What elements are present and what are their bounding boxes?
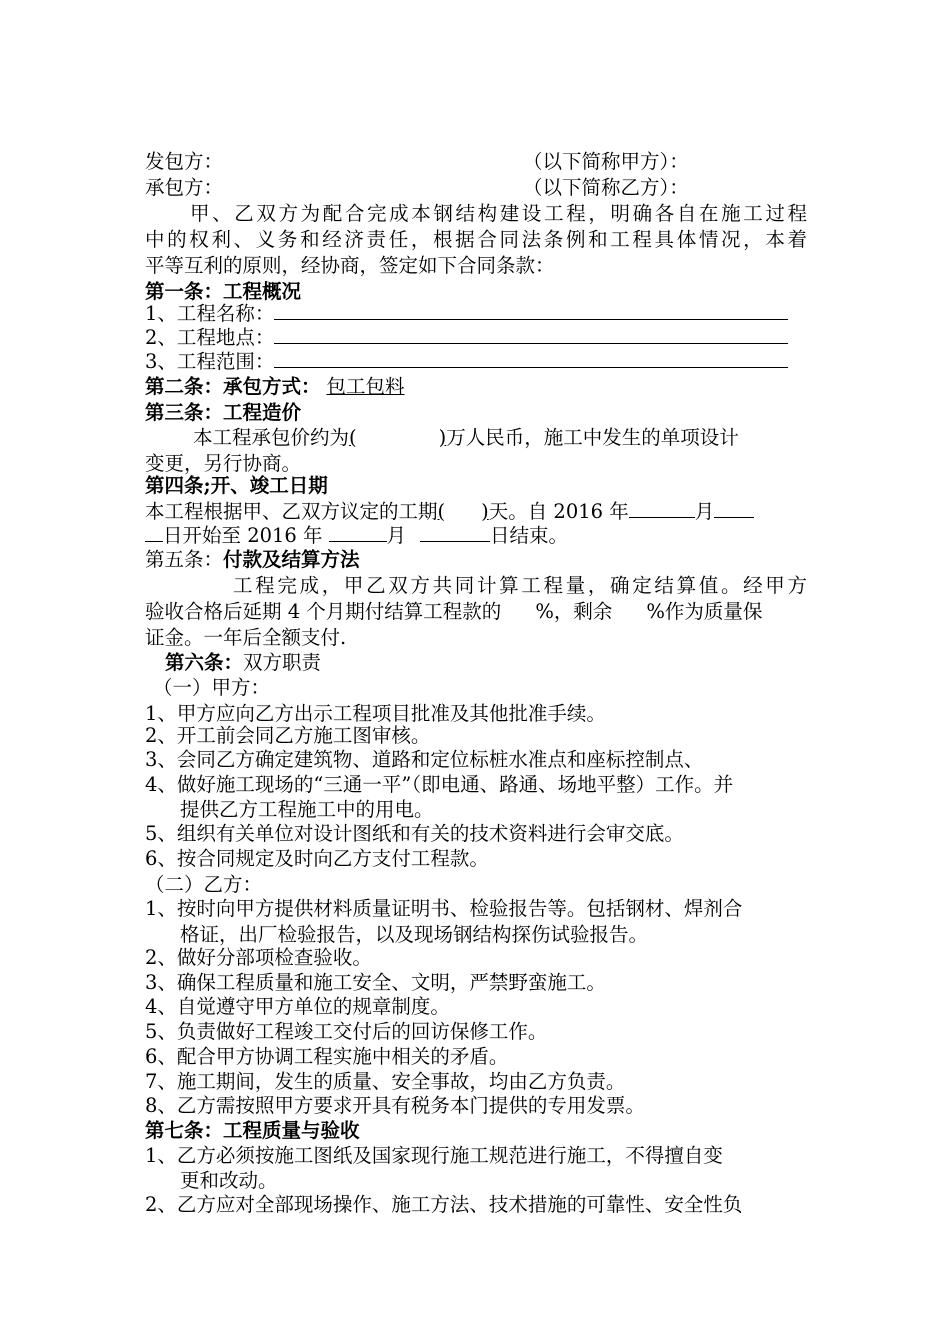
- art1-place-label: 2、工程地点：: [145, 326, 275, 349]
- art4-end-month-blank: [329, 524, 387, 542]
- art6-b3: 3、确保工程质量和施工安全、文明，严禁野蛮施工。: [145, 971, 606, 994]
- art3-price-blank: [349, 426, 446, 449]
- art4-period-lparen: (: [437, 500, 446, 523]
- art3-line-2: 变更，另行协商。: [145, 452, 302, 475]
- art6-b2: 2、做好分部项检查验收。: [145, 946, 372, 969]
- art5-percent-quality: %作为质量保: [646, 600, 763, 623]
- art4-line-1: [145, 499, 754, 525]
- art2-title: 第二条：承包方式：: [145, 375, 321, 398]
- art6-a6: 6、按合同规定及时向乙方支付工程款。: [145, 847, 489, 870]
- art4-start-day-blank-b: [145, 524, 163, 542]
- art1-place-line: [145, 325, 788, 351]
- art1-place-blank: [274, 326, 788, 344]
- art5-line-3: 证金。一年后全额支付.: [145, 626, 347, 649]
- intro-line-1: 甲、乙双方为配合完成本钢结构建设工程，明确各自在施工过程: [190, 202, 807, 225]
- art1-scope-line: [145, 349, 788, 375]
- art6-b1-line-2: 格证，出厂检验报告，以及现场钢结构探伤试验报告。: [180, 923, 649, 946]
- art4-start-month-blank: [629, 500, 695, 518]
- art6-b4: 4、自觉遵守甲方单位的规章制度。: [145, 995, 450, 1018]
- art1-name-blank: [274, 302, 788, 320]
- art4-end-day-label: 日结束。: [490, 524, 569, 547]
- party-cheng-note: [523, 175, 689, 201]
- art6-title: [165, 650, 321, 676]
- art4-line-2: [145, 523, 568, 549]
- art6-b8: 8、乙方需按照甲方要求开具有税务本门提供的专用发票。: [145, 1094, 645, 1117]
- party-fa-note: [523, 149, 689, 175]
- art5-line-2: [145, 599, 762, 625]
- art1-name-line: [145, 301, 788, 327]
- art3-title: 第三条：工程造价: [145, 401, 302, 424]
- art3-price-rparen: ): [438, 426, 447, 449]
- art6-title-text: 双方职责: [243, 651, 322, 674]
- art6-a4-line-1: 4、做好施工现场的“三通一平”（即电通、路通、场地平整）工作。并: [145, 773, 734, 796]
- art6-title-bold: 第六条：: [165, 651, 244, 674]
- art3-line-1: [193, 425, 739, 451]
- art5-title-prefix: 第五条：: [145, 548, 224, 571]
- art4-title: 第四条;开、竣工日期: [145, 474, 328, 497]
- art3-price-lparen: (: [349, 426, 357, 449]
- art6-b7: 7、施工期间，发生的质量、安全事故，均由乙方负责。: [145, 1070, 626, 1093]
- party-cheng-line: [145, 175, 223, 201]
- art4-start-day-blank-a: [714, 500, 754, 518]
- art7-c1-line-2: 更和改动。: [180, 1169, 278, 1192]
- art6-b6: 6、配合甲方协调工程实施中相关的矛盾。: [145, 1045, 509, 1068]
- art1-scope-label: 3、工程范围：: [145, 350, 275, 373]
- intro-line-3: 平等互利的原则，经协商，签定如下合同条款：: [145, 254, 555, 277]
- art4-start-month-label: 月: [694, 500, 715, 523]
- art5-title: [145, 547, 360, 573]
- art2-value: 包工包料: [326, 375, 405, 398]
- art2-line: [145, 374, 405, 400]
- art5-percent-pre: 验收合格后延期 4 个月期付结算工程款的: [145, 600, 502, 623]
- party-cheng-label: 承包方：: [145, 176, 224, 199]
- art6-a2: 2、开工前会同乙方施工图审核。: [145, 724, 431, 747]
- art5-line-1: 工程完成，甲乙双方共同计算工程量，确定结算值。经甲方: [233, 574, 807, 597]
- art6-a1: 1、甲方应向乙方出示工程项目批准及其他批准手续。: [145, 702, 606, 725]
- art7-c2-line-1: 2、乙方应对全部现场操作、施工方法、技术措施的可靠性、安全性负: [145, 1193, 743, 1216]
- art1-title: 第一条：工程概况: [145, 280, 302, 303]
- art4-end-day-blank: [420, 524, 490, 542]
- art4-period-rparen: ): [481, 500, 489, 523]
- art5-title-bold: 付款及结算方法: [223, 548, 360, 571]
- art6-a3: 3、会同乙方确定建筑物、道路和定位标桩水准点和座标控制点、: [145, 748, 704, 771]
- art6-b1-line-1: 1、按时向甲方提供材料质量证明书、检验报告等。包括钢材、焊剂合: [145, 897, 743, 920]
- party-fa-line: [145, 149, 223, 175]
- art6-b5: 5、负责做好工程竣工交付后的回访保修工作。: [145, 1020, 548, 1043]
- party-fa-note-text: （以下简称甲方）：: [523, 150, 689, 173]
- art1-scope-blank: [274, 350, 788, 368]
- art7-c1-line-1: 1、乙方必须按施工图纸及国家现行施工规范进行施工，不得擅自变: [145, 1144, 723, 1167]
- art4-end-year: 日开始至 2016 年: [163, 524, 323, 547]
- art4-start-year: 天。自 2016 年: [488, 500, 629, 523]
- art7-title: 第七条：工程质量与验收: [145, 1119, 360, 1142]
- art5-percent-remain: %，剩余: [535, 600, 613, 623]
- art4-period-blank: [438, 500, 489, 523]
- art3-price-post: 万人民币，施工中发生的单项设计: [446, 426, 739, 449]
- intro-line-2: 中的权利、义务和经济责任，根据合同法条例和工程具体情况，本着: [145, 228, 807, 251]
- art6-a5: 5、组织有关单位对设计图纸和有关的技术资料进行会审交底。: [145, 822, 684, 845]
- party-fa-label: 发包方：: [145, 150, 224, 173]
- art6-a-head: （一）甲方：: [153, 676, 271, 699]
- art6-b-head: （二）乙方：: [145, 873, 263, 896]
- art3-price-pre: 本工程承包价约为: [193, 426, 350, 449]
- art4-end-month-label: 月: [386, 524, 407, 547]
- art6-a4-line-2: 提供乙方工程施工中的用电。: [180, 798, 434, 821]
- art4-period-pre: 本工程根据甲、乙双方议定的工期: [145, 500, 438, 523]
- party-cheng-note-text: （以下简称乙方）：: [523, 176, 689, 199]
- art1-name-label: 1、工程名称：: [145, 302, 275, 325]
